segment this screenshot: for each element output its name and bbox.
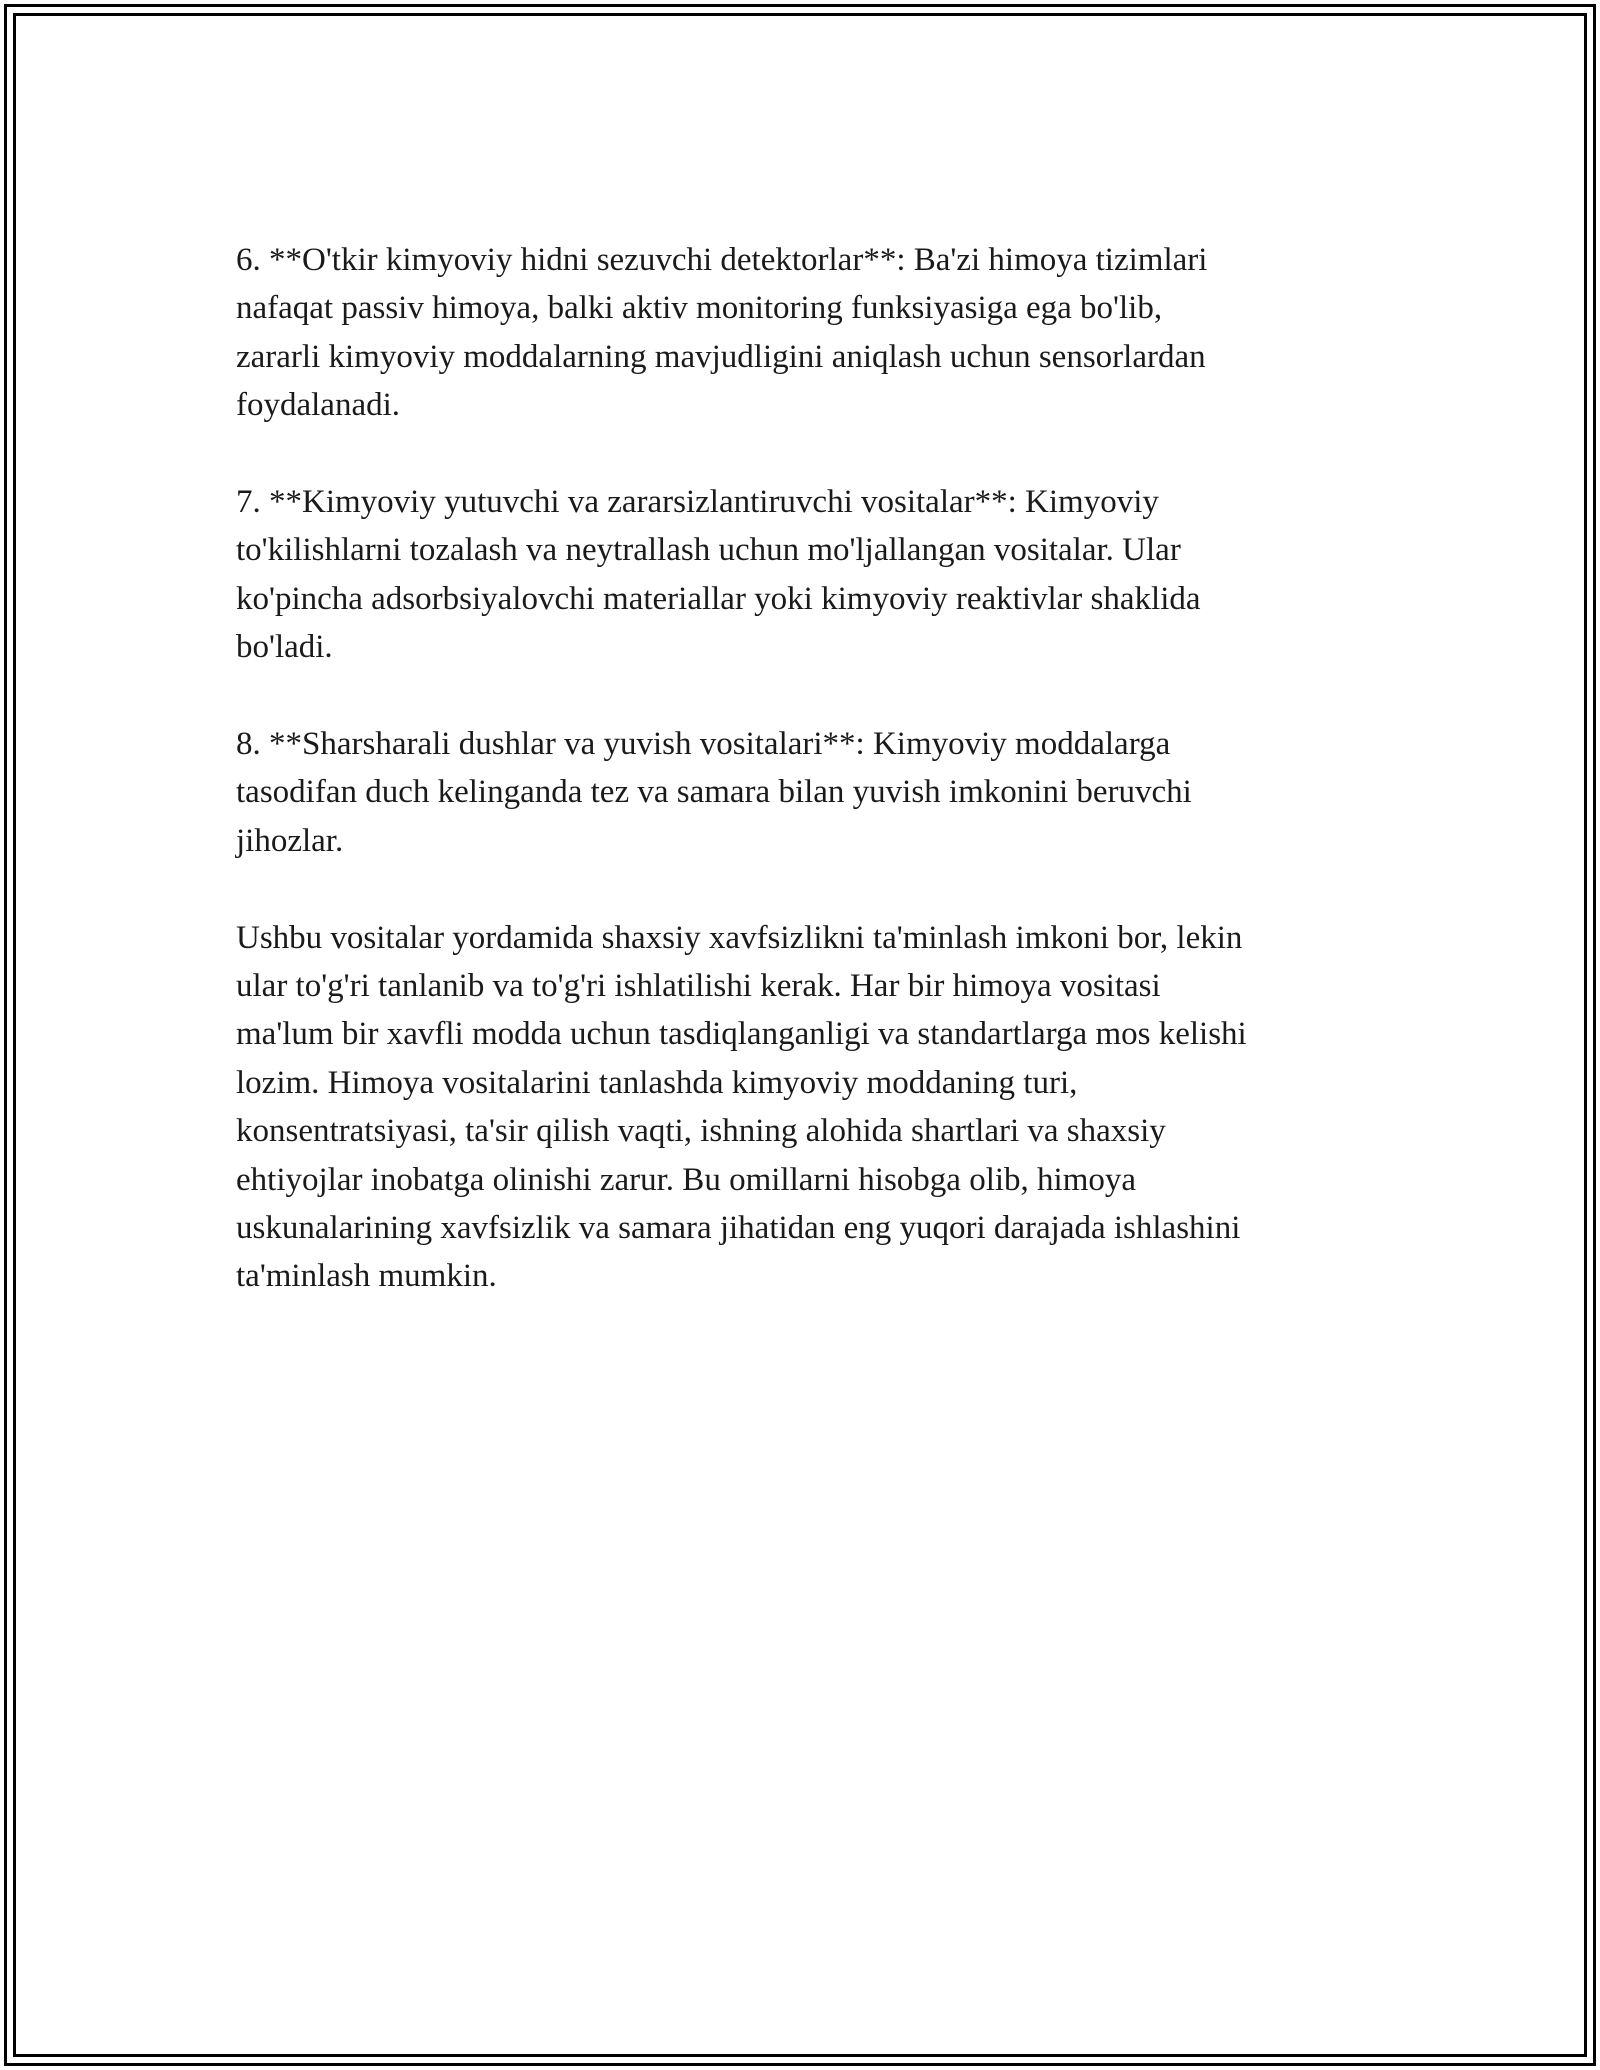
paragraph-conclusion: Ushbu vositalar yordamida shaxsiy xavfsizlikni ta'minlash imkoni bor, lekin ular to'g'ri tanlanib va to'g'ri ishlatilishi kerak. Har bir himoya vositasi ma'lum bir xavfli modda uchun tasdiqlanganligi va standartlarga mos kelishi lozim. Himoya vositalarini tanlashda kimyoviy moddaning turi, konsentratsiyasi, ta'sir qilish vaqti, ishning alohida shartlari va shaxsiy ehtiyojlar inobatga olinishi zarur. Bu omillarni hisobga olib, himoya uskunalarining xavfsizlik va samara jihatidan eng yuqori darajada ishlashini ta'minlash mumkin. — [236, 919, 1247, 1295]
page-content — [236, 236, 1376, 1349]
paragraph-item-8: 8. **Sharsharali dushlar va yuvish vositalari**: Kimyoviy moddalarga tasodifan duch kelinganda tez va samara bilan yuvish imkonini beruvchi jihozlar. — [236, 726, 1192, 859]
paragraph-item-6: 6. **O'tkir kimyoviy hidni sezuvchi detektorlar**: Ba'zi himoya tizimlari nafaqat passiv himoya, balki aktiv monitoring funksiyasiga ega bo'lib, zararli kimyoviy moddalarning mavjudligini aniqlash uchun sensorlardan foydalanadi. — [236, 242, 1208, 424]
paragraph-item-7: 7. **Kimyoviy yutuvchi va zararsizlantiruvchi vositalar**: Kimyoviy to'kilishlarni tozalash va neytrallash uchun mo'ljallangan vositalar. Ular ko'pincha adsorbsiyalovchi materiallar yoki kimyoviy reaktivlar shaklida bo'ladi. — [236, 484, 1201, 666]
